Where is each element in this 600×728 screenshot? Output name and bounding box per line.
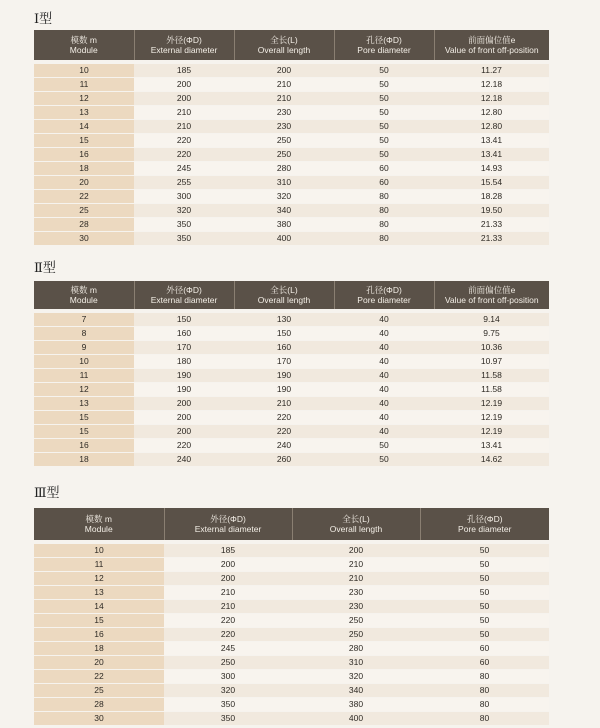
value-cell: 300	[134, 190, 234, 204]
value-cell: 380	[292, 698, 420, 712]
module-cell: 13	[34, 586, 164, 600]
value-cell: 320	[134, 204, 234, 218]
value-cell: 210	[234, 92, 334, 106]
module-cell: 16	[34, 628, 164, 642]
module-cell: 11	[34, 369, 134, 383]
type1-table	[34, 30, 549, 246]
value-cell: 220	[234, 411, 334, 425]
value-cell: 60	[334, 176, 434, 190]
value-cell: 50	[420, 572, 549, 586]
module-cell: 30	[34, 712, 164, 726]
module-cell: 13	[34, 106, 134, 120]
value-cell: 80	[334, 190, 434, 204]
value-cell: 40	[334, 383, 434, 397]
module-cell: 18	[34, 453, 134, 467]
module-cell: 15	[34, 134, 134, 148]
value-cell: 50	[334, 453, 434, 467]
value-cell: 300	[164, 670, 292, 684]
module-cell: 11	[34, 558, 164, 572]
type2-table	[34, 281, 549, 467]
value-cell: 160	[134, 327, 234, 341]
module-cell: 14	[34, 600, 164, 614]
value-cell: 210	[164, 600, 292, 614]
value-cell: 350	[134, 218, 234, 232]
table-row	[34, 355, 549, 369]
value-cell: 250	[292, 628, 420, 642]
value-cell: 190	[234, 369, 334, 383]
table-row	[34, 134, 549, 148]
value-cell: 350	[164, 698, 292, 712]
column-header-en: External diameter	[150, 295, 218, 305]
column-header-zh: 外径(ΦD)	[210, 514, 246, 524]
value-cell: 210	[164, 586, 292, 600]
value-cell: 50	[420, 558, 549, 572]
table-row	[34, 327, 549, 341]
table-row	[34, 572, 549, 586]
module-cell: 18	[34, 162, 134, 176]
value-cell: 14.93	[434, 162, 549, 176]
table-row	[34, 369, 549, 383]
value-cell: 14.62	[434, 453, 549, 467]
value-cell: 200	[134, 397, 234, 411]
column-header-zh: 外径(ΦD)	[166, 35, 202, 45]
table-row	[34, 232, 549, 246]
value-cell: 250	[234, 148, 334, 162]
value-cell: 50	[334, 106, 434, 120]
value-cell: 340	[234, 204, 334, 218]
column-header-zh: 外径(ΦD)	[166, 285, 202, 295]
value-cell: 12.80	[434, 106, 549, 120]
value-cell: 190	[134, 369, 234, 383]
module-cell: 25	[34, 204, 134, 218]
column-header-en: Overall length	[257, 295, 311, 305]
module-cell: 13	[34, 397, 134, 411]
column-header	[434, 281, 549, 309]
value-cell: 13.41	[434, 439, 549, 453]
value-cell: 12.19	[434, 397, 549, 411]
value-cell: 350	[134, 232, 234, 246]
value-cell: 230	[292, 586, 420, 600]
column-header-zh: 全长(L)	[342, 514, 370, 524]
table-row	[34, 148, 549, 162]
table-row	[34, 544, 549, 558]
column-header-zh: 前面偏位值e	[468, 285, 516, 295]
value-cell: 210	[292, 572, 420, 586]
value-cell: 250	[164, 656, 292, 670]
value-cell: 11.58	[434, 369, 549, 383]
module-cell: 15	[34, 425, 134, 439]
value-cell: 12.18	[434, 92, 549, 106]
module-cell: 16	[34, 439, 134, 453]
value-cell: 12.80	[434, 120, 549, 134]
value-cell: 185	[134, 64, 234, 78]
value-cell: 12.18	[434, 78, 549, 92]
value-cell: 150	[134, 313, 234, 327]
module-cell: 7	[34, 313, 134, 327]
module-cell: 12	[34, 383, 134, 397]
value-cell: 15.54	[434, 176, 549, 190]
value-cell: 245	[164, 642, 292, 656]
value-cell: 170	[234, 355, 334, 369]
column-header	[420, 508, 549, 540]
value-cell: 310	[292, 656, 420, 670]
type2-title: Ⅱ型	[34, 261, 56, 276]
table-row	[34, 176, 549, 190]
column-header-en: Module	[69, 295, 98, 305]
table-row	[34, 64, 549, 78]
module-cell: 10	[34, 355, 134, 369]
value-cell: 80	[420, 684, 549, 698]
module-cell: 25	[34, 684, 164, 698]
table-row	[34, 600, 549, 614]
value-cell: 180	[134, 355, 234, 369]
value-cell: 245	[134, 162, 234, 176]
type1-title: Ⅰ型	[34, 12, 53, 27]
value-cell: 50	[420, 614, 549, 628]
column-header	[134, 281, 234, 309]
table-row	[34, 670, 549, 684]
value-cell: 21.33	[434, 232, 549, 246]
value-cell: 50	[420, 544, 549, 558]
value-cell: 10.97	[434, 355, 549, 369]
value-cell: 220	[234, 425, 334, 439]
value-cell: 200	[134, 411, 234, 425]
value-cell: 280	[234, 162, 334, 176]
table-row	[34, 425, 549, 439]
module-cell: 22	[34, 670, 164, 684]
column-header-en: Module	[84, 524, 113, 534]
value-cell: 11.58	[434, 383, 549, 397]
module-cell: 12	[34, 92, 134, 106]
value-cell: 230	[234, 120, 334, 134]
value-cell: 220	[134, 148, 234, 162]
value-cell: 50	[334, 92, 434, 106]
value-cell: 19.50	[434, 204, 549, 218]
column-header-zh: 模数 m	[70, 285, 97, 295]
module-cell: 30	[34, 232, 134, 246]
value-cell: 50	[334, 134, 434, 148]
module-cell: 8	[34, 327, 134, 341]
column-header-en: Pore diameter	[357, 295, 411, 305]
value-cell: 190	[134, 383, 234, 397]
module-cell: 28	[34, 218, 134, 232]
value-cell: 340	[292, 684, 420, 698]
value-cell: 50	[334, 148, 434, 162]
column-header-zh: 孔径(ΦD)	[366, 35, 402, 45]
value-cell: 18.28	[434, 190, 549, 204]
column-header	[292, 508, 420, 540]
table-row	[34, 628, 549, 642]
value-cell: 9.75	[434, 327, 549, 341]
table-row	[34, 204, 549, 218]
table-row	[34, 558, 549, 572]
value-cell: 40	[334, 425, 434, 439]
module-cell: 9	[34, 341, 134, 355]
table-row	[34, 586, 549, 600]
value-cell: 40	[334, 341, 434, 355]
value-cell: 200	[234, 64, 334, 78]
value-cell: 200	[164, 558, 292, 572]
module-cell: 12	[34, 572, 164, 586]
column-header-zh: 全长(L)	[270, 285, 298, 295]
table-row	[34, 162, 549, 176]
module-cell: 28	[34, 698, 164, 712]
table-row	[34, 656, 549, 670]
module-cell: 20	[34, 656, 164, 670]
column-header	[34, 508, 164, 540]
value-cell: 200	[134, 425, 234, 439]
column-header-zh: 模数 m	[85, 514, 112, 524]
module-cell: 15	[34, 614, 164, 628]
module-cell: 20	[34, 176, 134, 190]
column-header	[234, 30, 334, 60]
module-cell: 10	[34, 64, 134, 78]
type3-title: Ⅲ型	[34, 486, 60, 501]
value-cell: 380	[234, 218, 334, 232]
value-cell: 130	[234, 313, 334, 327]
column-header	[134, 30, 234, 60]
column-header-en: Module	[69, 45, 98, 55]
value-cell: 160	[234, 341, 334, 355]
column-header	[234, 281, 334, 309]
value-cell: 13.41	[434, 134, 549, 148]
value-cell: 220	[134, 439, 234, 453]
value-cell: 200	[134, 92, 234, 106]
value-cell: 150	[234, 327, 334, 341]
value-cell: 11.27	[434, 64, 549, 78]
column-header-en: Pore diameter	[357, 45, 411, 55]
value-cell: 40	[334, 313, 434, 327]
value-cell: 255	[134, 176, 234, 190]
value-cell: 21.33	[434, 218, 549, 232]
value-cell: 200	[134, 78, 234, 92]
table-row	[34, 313, 549, 327]
module-cell: 10	[34, 544, 164, 558]
value-cell: 40	[334, 355, 434, 369]
column-header-zh: 孔径(ΦD)	[466, 514, 503, 524]
value-cell: 13.41	[434, 148, 549, 162]
value-cell: 210	[292, 558, 420, 572]
value-cell: 9.14	[434, 313, 549, 327]
value-cell: 320	[234, 190, 334, 204]
table-row	[34, 341, 549, 355]
value-cell: 310	[234, 176, 334, 190]
column-header-en: Overall length	[329, 524, 383, 534]
value-cell: 170	[134, 341, 234, 355]
value-cell: 400	[234, 232, 334, 246]
value-cell: 200	[164, 572, 292, 586]
value-cell: 80	[334, 232, 434, 246]
value-cell: 50	[334, 78, 434, 92]
table-row	[34, 383, 549, 397]
value-cell: 260	[234, 453, 334, 467]
value-cell: 250	[234, 134, 334, 148]
column-header-zh: 模数 m	[70, 35, 97, 45]
value-cell: 80	[420, 712, 549, 726]
table-row	[34, 439, 549, 453]
column-header-en: Overall length	[257, 45, 311, 55]
module-cell: 15	[34, 411, 134, 425]
value-cell: 60	[420, 656, 549, 670]
table-row	[34, 78, 549, 92]
value-cell: 50	[334, 439, 434, 453]
value-cell: 80	[420, 670, 549, 684]
column-header	[334, 30, 434, 60]
value-cell: 60	[420, 642, 549, 656]
value-cell: 210	[134, 106, 234, 120]
value-cell: 80	[334, 218, 434, 232]
value-cell: 230	[292, 600, 420, 614]
value-cell: 50	[420, 586, 549, 600]
value-cell: 200	[292, 544, 420, 558]
value-cell: 210	[234, 78, 334, 92]
value-cell: 12.19	[434, 425, 549, 439]
table-row	[34, 411, 549, 425]
value-cell: 240	[134, 453, 234, 467]
table-row	[34, 218, 549, 232]
value-cell: 10.36	[434, 341, 549, 355]
value-cell: 320	[164, 684, 292, 698]
table-row	[34, 190, 549, 204]
value-cell: 80	[334, 204, 434, 218]
table-row	[34, 614, 549, 628]
value-cell: 50	[334, 120, 434, 134]
module-cell: 22	[34, 190, 134, 204]
table-row	[34, 397, 549, 411]
module-cell: 14	[34, 120, 134, 134]
column-header	[164, 508, 292, 540]
table-row	[34, 642, 549, 656]
column-header	[34, 281, 134, 309]
table-row	[34, 712, 549, 726]
column-header-en: External diameter	[150, 45, 218, 55]
module-cell: 16	[34, 148, 134, 162]
column-header-en: Value of front off-position	[444, 45, 539, 55]
column-header	[34, 30, 134, 60]
table-row	[34, 453, 549, 467]
value-cell: 400	[292, 712, 420, 726]
module-cell: 11	[34, 78, 134, 92]
value-cell: 220	[134, 134, 234, 148]
value-cell: 240	[234, 439, 334, 453]
value-cell: 230	[234, 106, 334, 120]
value-cell: 350	[164, 712, 292, 726]
value-cell: 220	[164, 628, 292, 642]
value-cell: 60	[334, 162, 434, 176]
column-header	[334, 281, 434, 309]
value-cell: 50	[420, 628, 549, 642]
table-row	[34, 684, 549, 698]
value-cell: 40	[334, 327, 434, 341]
value-cell: 40	[334, 397, 434, 411]
value-cell: 190	[234, 383, 334, 397]
value-cell: 320	[292, 670, 420, 684]
table-row	[34, 120, 549, 134]
column-header-zh: 孔径(ΦD)	[366, 285, 402, 295]
type3-table	[34, 508, 549, 726]
value-cell: 210	[134, 120, 234, 134]
column-header-zh: 前面偏位值e	[468, 35, 516, 45]
column-header	[434, 30, 549, 60]
value-cell: 220	[164, 614, 292, 628]
value-cell: 40	[334, 369, 434, 383]
value-cell: 250	[292, 614, 420, 628]
value-cell: 40	[334, 411, 434, 425]
module-cell: 18	[34, 642, 164, 656]
table-row	[34, 92, 549, 106]
table-row	[34, 698, 549, 712]
value-cell: 185	[164, 544, 292, 558]
table-row	[34, 106, 549, 120]
column-header-en: External diameter	[194, 524, 262, 534]
column-header-zh: 全长(L)	[270, 35, 298, 45]
column-header-en: Value of front off-position	[444, 295, 539, 305]
column-header-en: Pore diameter	[458, 524, 512, 534]
value-cell: 210	[234, 397, 334, 411]
value-cell: 50	[420, 600, 549, 614]
value-cell: 12.19	[434, 411, 549, 425]
value-cell: 80	[420, 698, 549, 712]
value-cell: 280	[292, 642, 420, 656]
value-cell: 50	[334, 64, 434, 78]
